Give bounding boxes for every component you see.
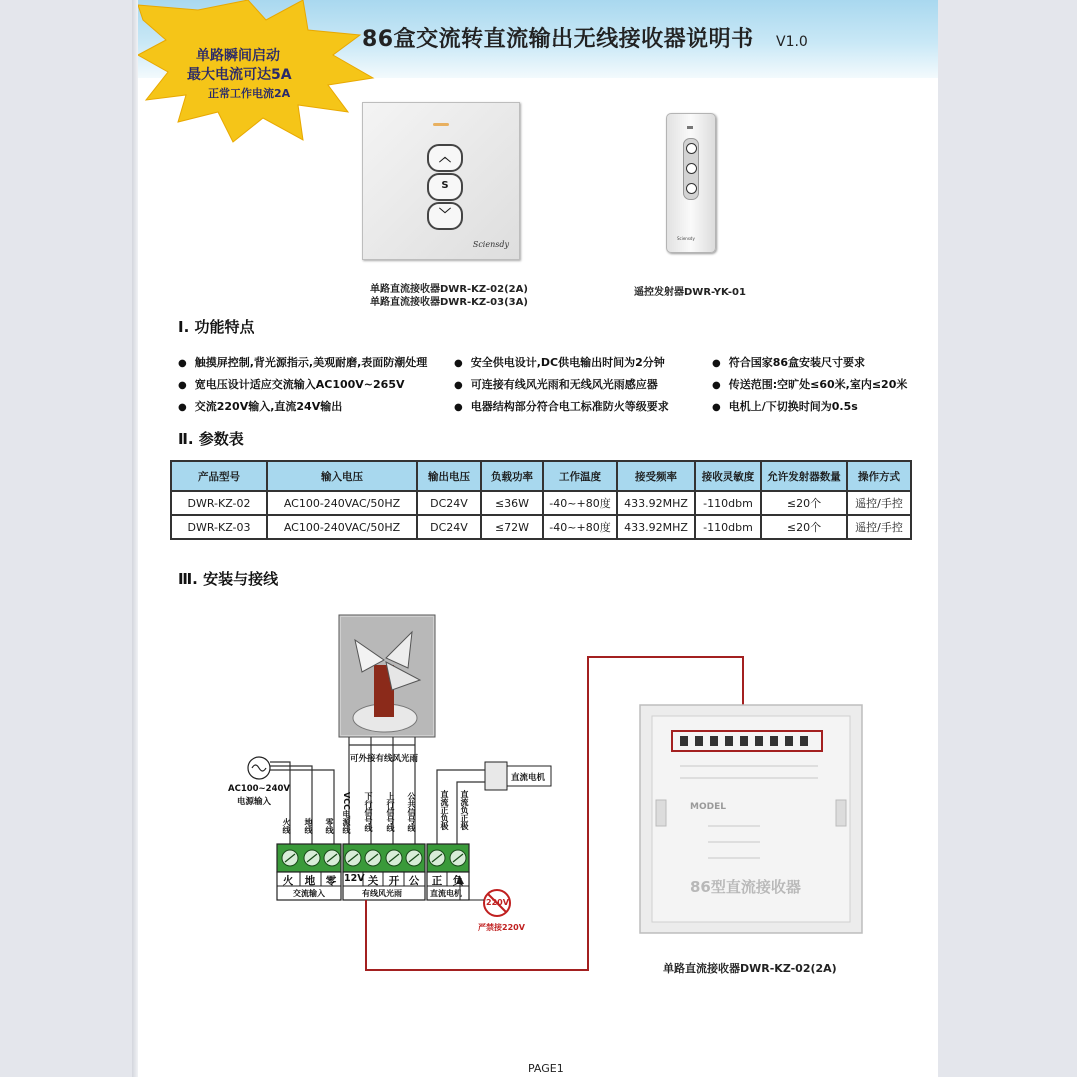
document-title: 86盒交流转直流输出无线接收器说明书 [362, 27, 754, 52]
wire-label-dc-pos: 直流正负极 [440, 790, 449, 830]
badge-line-3: 正常工作电流2A [208, 87, 291, 100]
terminal-close: 关 [367, 875, 379, 887]
wire-label-up: 上行信号线 [386, 792, 395, 832]
wire-label-down: 下行信号线 [364, 792, 373, 832]
feature-item: ● 宽电压设计适应交流输入AC100V~265V [178, 376, 405, 392]
terminal-common: 公 [408, 875, 420, 887]
table-cell: ≤72W [481, 515, 543, 539]
feature-item: ● 符合国家86盒安装尺寸要求 [712, 354, 865, 370]
back-panel-slot-right [836, 800, 846, 826]
feature-item: ● 传送范围:空旷处≤60米,室内≤20米 [712, 376, 907, 392]
feature-item: ● 交流220V输入,直流24V输出 [178, 398, 342, 414]
table-cell: 433.92MHZ [617, 515, 695, 539]
badge-line-2: 最大电流可达5A [187, 67, 292, 83]
terminal-negative: 负 [452, 875, 464, 887]
table-cell: -40~+80度 [543, 515, 617, 539]
terminal-screws [282, 850, 466, 866]
back-panel-caption: 单路直流接收器DWR-KZ-02(2A) [663, 962, 837, 975]
receiver-caption-1: 单路直流接收器DWR-KZ-02(2A) [370, 284, 528, 295]
sensor-label: 可外接有线风光雨 [350, 754, 419, 764]
table-cell: AC100-240VAC/50HZ [267, 515, 417, 539]
features-title: Ⅰ. 功能特点 [178, 318, 255, 336]
header-input-voltage: 输入电压 [267, 461, 417, 491]
table-cell: 遥控/手控 [847, 491, 911, 515]
feature-item: ● 安全供电设计,DC供电输出时间为2分钟 [454, 354, 665, 370]
feature-item: ● 电器结构部分符合电工标准防火等级要求 [454, 398, 669, 414]
terminal-neutral: 零 [325, 875, 337, 887]
feature-item: ● 可连接有线风光雨和无线风光雨感应器 [454, 376, 658, 392]
table-cell: -40~+80度 [543, 491, 617, 515]
table-cell: -110dbm [695, 515, 761, 539]
terminal-12v: 12V [344, 873, 365, 884]
back-panel-product-text: 86型直流接收器 [690, 878, 801, 896]
table-cell: ≤36W [481, 491, 543, 515]
remote-brand: Sciensdy [677, 236, 695, 241]
warning-symbol-text: 220V [486, 898, 509, 907]
table-cell: -110dbm [695, 491, 761, 515]
header-output-voltage: 输出电压 [417, 461, 481, 491]
page-number: PAGE1 [528, 1062, 564, 1075]
header-transmitter-count: 允许发射器数量 [761, 461, 847, 491]
header-operation: 操作方式 [847, 461, 911, 491]
receiver-caption-2: 单路直流接收器DWR-KZ-03(3A) [370, 297, 528, 308]
ac-input-label: AC100~240V [228, 784, 291, 794]
remote-caption: 遥控发射器DWR-YK-01 [634, 287, 746, 298]
ac-input-label-2: 电源输入 [237, 797, 272, 807]
header-model: 产品型号 [171, 461, 267, 491]
back-panel-slot-left [656, 800, 666, 826]
warning-text: 严禁接220V [478, 923, 525, 932]
wire-label-earth: 地线 [304, 818, 313, 834]
wire-label-dc-neg: 直流负正极 [460, 790, 469, 830]
chevron-up-icon: ︿ [438, 150, 451, 164]
params-title: Ⅱ. 参数表 [178, 430, 244, 448]
table-cell: ≤20个 [761, 491, 847, 515]
table-cell: 433.92MHZ [617, 491, 695, 515]
header-frequency: 接受频率 [617, 461, 695, 491]
header-temperature: 工作温度 [543, 461, 617, 491]
dc-motor-body [485, 762, 507, 790]
wire-label-vcc: VCC电源线 [342, 792, 351, 834]
back-panel-model: MODEL [690, 802, 726, 812]
header-load-power: 负载功率 [481, 461, 543, 491]
table-cell: DWR-KZ-02 [171, 491, 267, 515]
install-title: Ⅲ. 安装与接线 [178, 570, 279, 588]
table-cell: AC100-240VAC/50HZ [267, 491, 417, 515]
motor-label: 直流电机 [511, 773, 546, 783]
table-cell: 遥控/手控 [847, 515, 911, 539]
receiver-brand: Sciensdy [472, 240, 509, 249]
table-cell: ≤20个 [761, 515, 847, 539]
feature-item: ● 电机上/下切换时间为0.5s [712, 398, 858, 414]
stop-button-label: S [441, 180, 449, 191]
header-sensitivity: 接收灵敏度 [695, 461, 761, 491]
chevron-down-icon: ﹀ [438, 207, 451, 221]
wire-label-neutral: 零线 [325, 818, 334, 834]
table-cell: DC24V [417, 491, 481, 515]
table-cell: DC24V [417, 515, 481, 539]
terminal-earth: 地 [304, 875, 316, 887]
terminal-live: 火 [282, 875, 294, 887]
terminal-group-motor: 直流电机 [430, 889, 462, 898]
badge-line-1: 单路瞬间启动 [196, 48, 280, 64]
document-version: V1.0 [776, 34, 808, 50]
back-panel-terminal-pins [680, 736, 808, 746]
feature-item: ● 触摸屏控制,背光源指示,美观耐磨,表面防潮处理 [178, 354, 427, 370]
terminal-open: 开 [388, 875, 400, 887]
terminal-positive: 正 [431, 875, 443, 887]
wire-label-common: 公共信号线 [407, 792, 416, 832]
terminal-group-ac: 交流输入 [293, 889, 325, 898]
table-cell: DWR-KZ-03 [171, 515, 267, 539]
wire-label-live: 火线 [282, 818, 291, 834]
terminal-group-sensor: 有线风光雨 [362, 889, 402, 898]
